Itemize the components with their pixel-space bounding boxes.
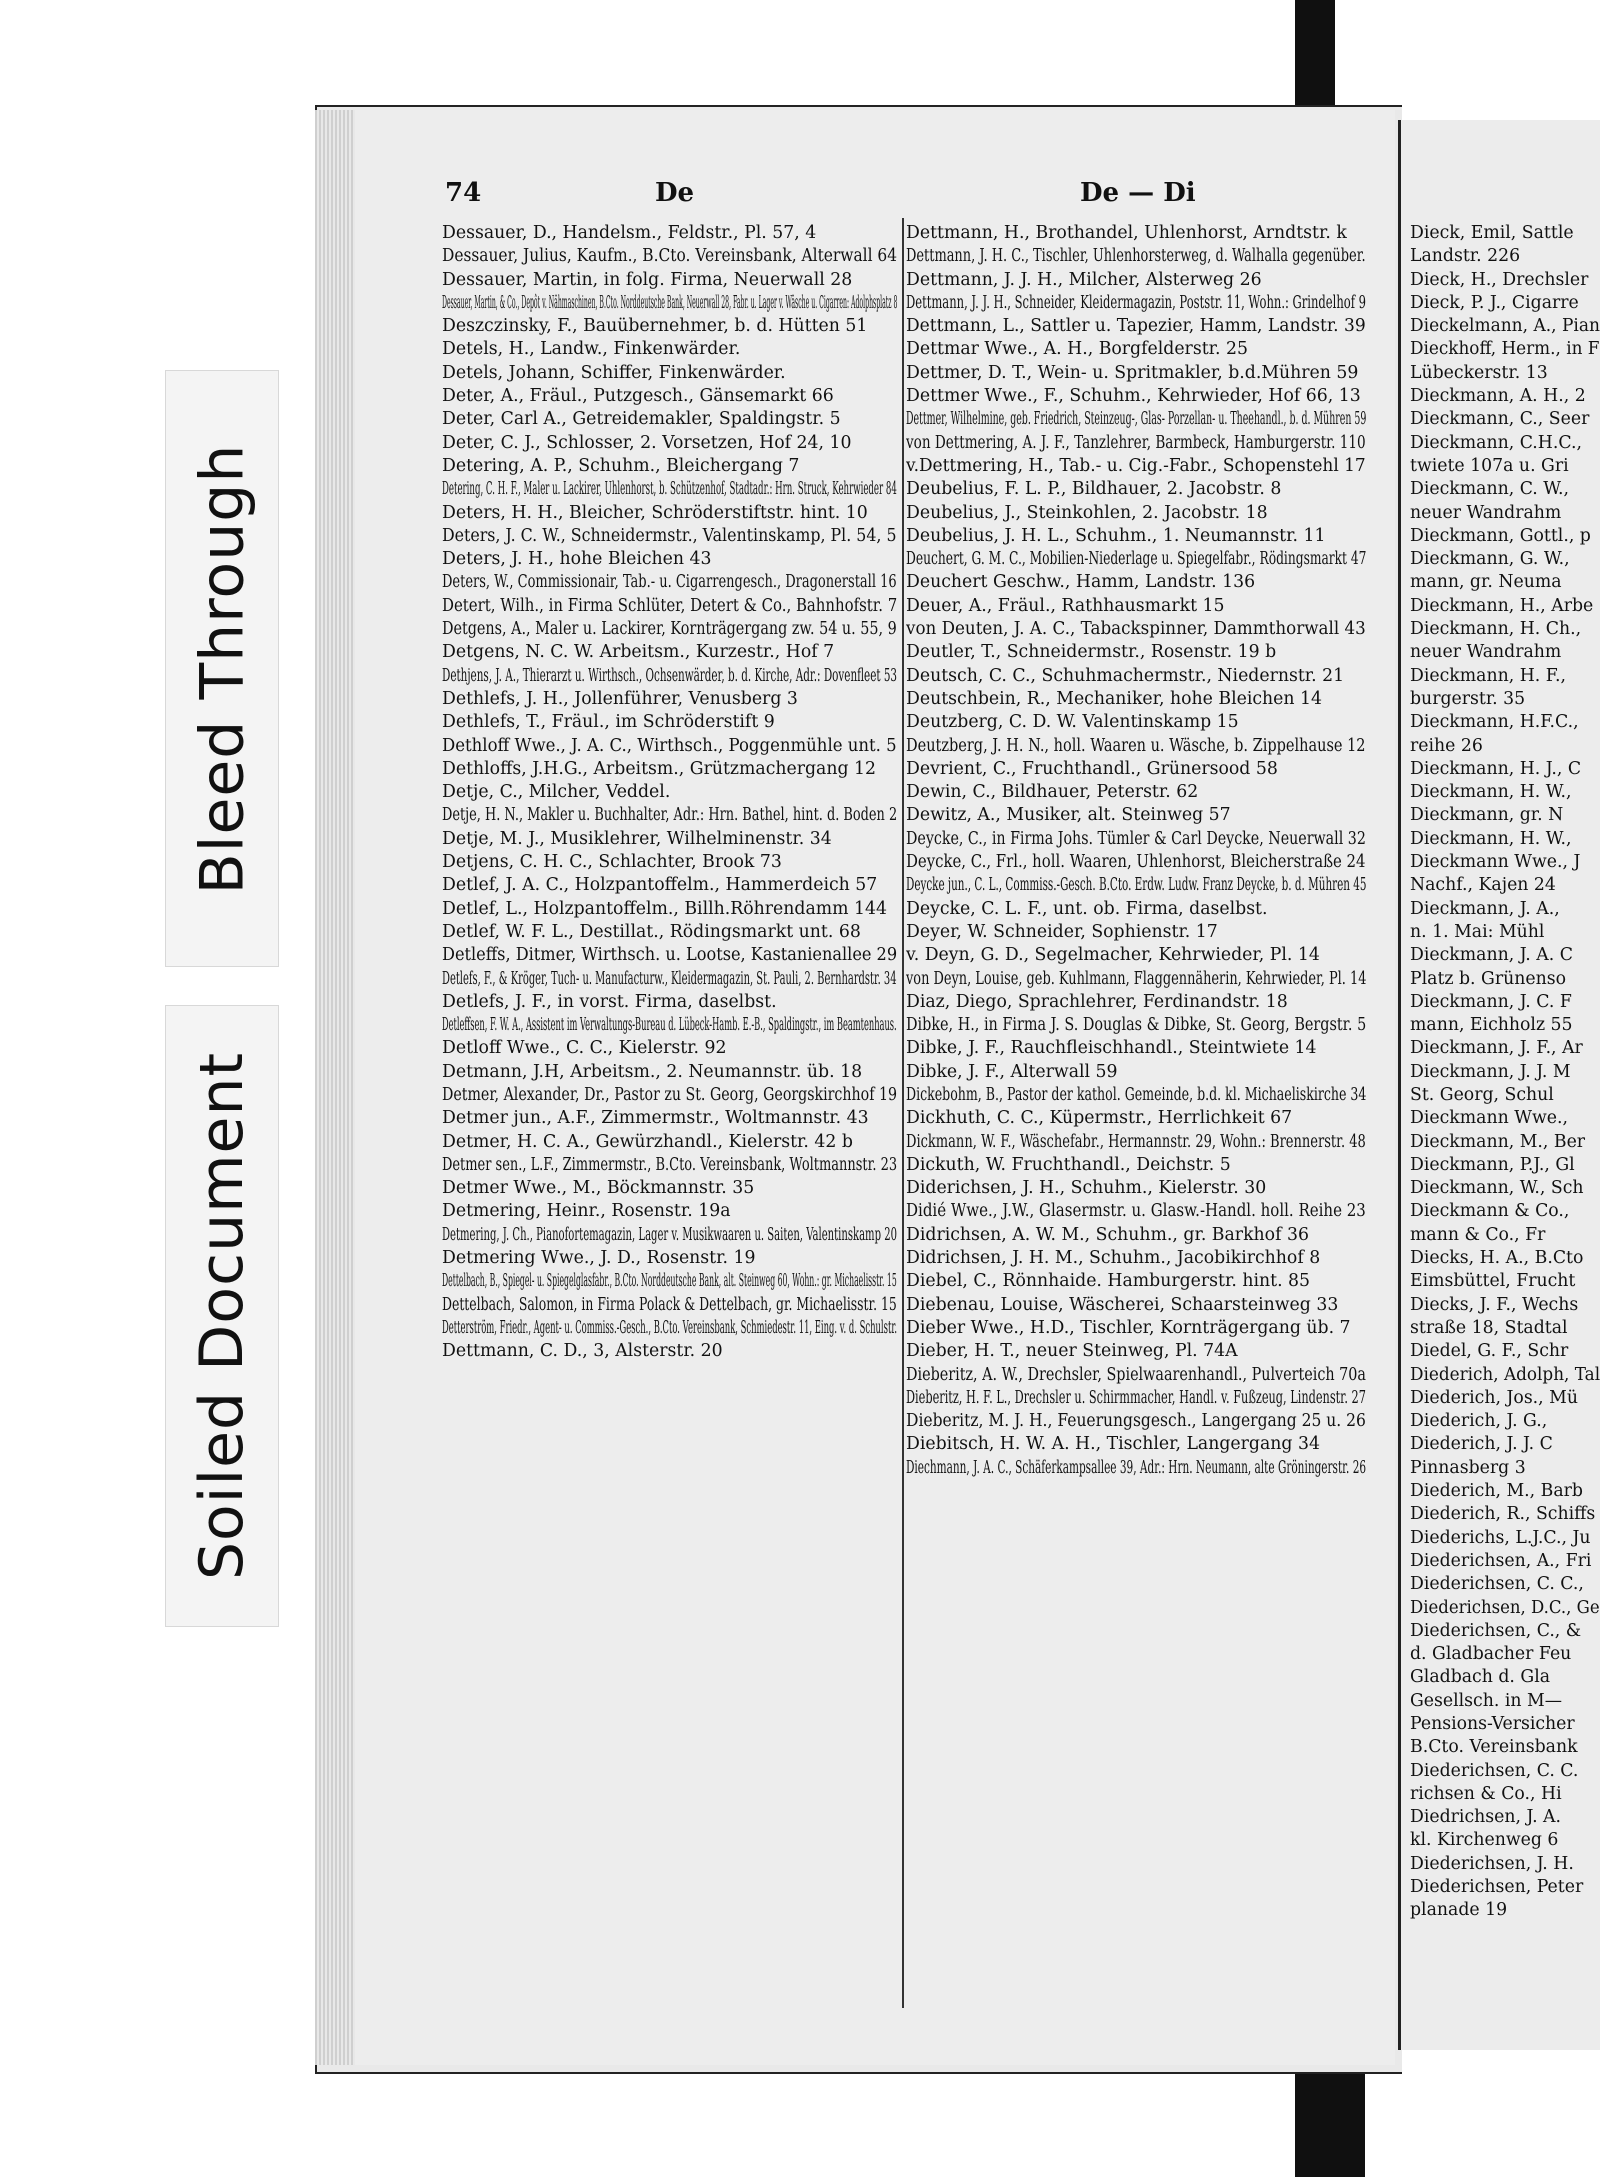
- directory-entry: Dettmer, D. T., Wein- u. Spritmakler, b.d.Mühren 59: [906, 362, 1359, 383]
- directory-entry: mann, gr. Neuma: [1410, 572, 1562, 593]
- directory-entry: Dibke, J. F., Rauchfleischhandl., Steintwiete 14: [906, 1038, 1317, 1059]
- directory-entry: Diechmann, J. A. C., Schäferkampsallee 39, Adr.: Hrn. Neumann, alte Gröningerstr. 26: [906, 1457, 1367, 1478]
- directory-entry: Pensions-Versicher: [1410, 1714, 1575, 1734]
- directory-entry: Detmering Wwe., J. D., Rosenstr. 19: [442, 1248, 756, 1269]
- directory-entry: Deutschbein, R., Mechaniker, hohe Bleichen 14: [906, 688, 1323, 709]
- directory-entry: von Deuten, J. A. C., Tabackspinner, Dammthorwall 43: [906, 619, 1366, 640]
- directory-entry: Dieckmann, gr. N: [1410, 805, 1564, 826]
- directory-entry: Dettmann, H., Brothandel, Uhlenhorst, Arndtstr. k: [906, 223, 1347, 243]
- directory-entry: Dettmann, J. J. H., Schneider, Kleidermagazin, Poststr. 11, Wohn.: Grindelhof 9: [906, 292, 1367, 313]
- directory-entry: Deters, J. C. W., Schneidermstr., Valentinskamp, Pl. 54, 5: [442, 525, 897, 546]
- directory-entry: Detels, Johann, Schiffer, Finkenwärder.: [442, 362, 786, 383]
- directory-entry: Detmering, Heinr., Rosenstr. 19a: [442, 1201, 731, 1222]
- directory-entry: Dettelbach, B., Spiegel- u. Spiegelglasfabr., B.Cto. Norddeutsche Bank, alt. Steinweg 60, Wohn.: gr. Michaelisstr. 15: [442, 1271, 897, 1292]
- directory-entry: Deutzberg, C. D. W. Valentinskamp 15: [906, 712, 1239, 733]
- directory-entry: Dieckmann, H. J., C: [1410, 758, 1582, 779]
- directory-entry: Dieckmann, M., Ber: [1410, 1131, 1586, 1152]
- directory-entry: Deter, Carl A., Getreidemakler, Spaldingstr. 5: [442, 409, 841, 430]
- directory-entry: Dieck, P. J., Cigarre: [1410, 292, 1579, 313]
- directory-entry: Diederich, Adolph, Tal: [1410, 1364, 1600, 1385]
- soiled-document-label: Soiled Document: [165, 1005, 279, 1627]
- directory-entry: Diederichsen, Peter: [1410, 1877, 1584, 1898]
- directory-entry: Deycke, C., Frl., holl. Waaren, Uhlenhorst, Bleicherstraße 24: [906, 852, 1366, 873]
- directory-entry: Dieckmann, Gottl., p: [1410, 525, 1591, 546]
- directory-entry: Diederich, M., Barb: [1410, 1481, 1583, 1502]
- directory-entry: Dieber Wwe., H.D., Tischler, Kornträgergang üb. 7: [906, 1317, 1351, 1338]
- directory-entry: v.Dettmering, H., Tab.- u. Cig.-Fabr., Schopenstehl 17: [906, 455, 1366, 476]
- directory-entry: Dieckhoff, Herm., in F: [1410, 339, 1600, 360]
- directory-entry: Dethlefs, T., Fräul., im Schröderstift 9: [442, 712, 775, 733]
- directory-entry: Detmer Wwe., M., Böckmannstr. 35: [442, 1178, 755, 1199]
- directory-entry: Dieck, Emil, Sattle: [1410, 223, 1574, 243]
- directory-entry: Deubelius, J. H. L., Schuhm., 1. Neumannstr. 11: [906, 525, 1326, 546]
- directory-entry: Detmer jun., A.F., Zimmermstr., Woltmannstr. 43: [442, 1108, 869, 1129]
- directory-entry: Pinnasberg 3: [1410, 1457, 1526, 1478]
- directory-entry: Diebel, C., Rönnhaide. Hamburgerstr. hint. 85: [906, 1271, 1311, 1292]
- directory-entry: kl. Kirchenweg 6: [1410, 1830, 1559, 1851]
- directory-entry: Detterström, Friedr., Agent- u. Commiss.-Gesch., B.Cto. Vereinsbank, Schmiedestr. 11, Eing. v. d. Schulstr.: [442, 1317, 898, 1338]
- directory-entry: Detels, H., Landw., Finkenwärder.: [442, 339, 741, 360]
- directory-entry: d. Gladbacher Feu: [1410, 1644, 1572, 1665]
- directory-entry: Detlef, L., Holzpantoffelm., Billh.Röhrendamm 144: [442, 898, 888, 919]
- directory-entry: Dettelbach, Salomon, in Firma Polack & Dettelbach, gr. Michaelisstr. 15: [442, 1294, 897, 1315]
- directory-entry: Deycke, C. L. F., unt. ob. Firma, daselbst.: [906, 898, 1268, 919]
- directory-entry: Dettmann, J. J. H., Milcher, Alsterweg 26: [906, 269, 1262, 290]
- directory-entry: Dieckmann, H.F.C.,: [1410, 712, 1579, 733]
- directory-entry: planade 19: [1410, 1900, 1508, 1921]
- directory-entry: Dickebohm, B., Pastor der kathol. Gemeinde, b.d. kl. Michaeliskirche 34: [906, 1084, 1367, 1105]
- directory-entry: Dickuth, W. Fruchthandl., Deichstr. 5: [906, 1154, 1231, 1175]
- directory-entry: Dieberitz, M. J. H., Feuerungsgesch., Langergang 25 u. 26: [906, 1411, 1366, 1432]
- directory-entry: Deszczinsky, F., Bauübernehmer, b. d. Hütten 51: [442, 316, 868, 337]
- directory-entry: Detmann, J.H, Arbeitsm., 2. Neumannstr. üb. 18: [442, 1061, 863, 1082]
- facing-page-column: [1410, 222, 1600, 1923]
- directory-entry: Dieckmann, G. W.,: [1410, 549, 1570, 570]
- directory-entry: Detgens, A., Maler u. Lackirer, Kornträgergang zw. 54 u. 55, 9: [442, 619, 897, 640]
- directory-entry: Dessauer, D., Handelsm., Feldstr., Pl. 57, 4: [442, 223, 817, 243]
- directory-entry: v. Deyn, G. D., Segelmacher, Kehrwieder, Pl. 14: [906, 945, 1320, 966]
- directory-entry: Diederich, J. G.,: [1410, 1411, 1548, 1432]
- directory-entry: Landstr. 226: [1410, 246, 1521, 267]
- directory-entry: Platz b. Grünenso: [1410, 968, 1567, 989]
- directory-entry: Dieckmann, J. F., Ar: [1410, 1038, 1583, 1059]
- directory-entry: Diecks, J. F., Wechs: [1410, 1294, 1579, 1315]
- directory-entry: Detleffs, Ditmer, Wirthsch. u. Lootse, Kastanienallee 29: [442, 945, 898, 966]
- directory-entry: Dethlefs, J. H., Jollenführer, Venusberg 3: [442, 688, 798, 709]
- directory-entry: Deycke jun., C. L., Commiss.-Gesch. B.Cto. Erdw. Ludw. Franz Deycke, b. d. Mühren 45: [906, 875, 1367, 896]
- directory-entry: Dieckmann, H. Ch.,: [1410, 619, 1582, 640]
- directory-entry: twiete 107a u. Gri: [1410, 455, 1569, 476]
- directory-entry: Deuchert, G. M. C., Mobilien-Niederlage u. Spiegelfabr., Rödingsmarkt 47: [906, 549, 1367, 570]
- directory-entry: Diederichsen, C., &: [1410, 1620, 1582, 1641]
- directory-entry: Dethjens, J. A., Thierarzt u. Wirthsch., Ochsenwärder, b. d. Kirche, Adr.: Dovenfleet 53: [442, 665, 898, 686]
- directory-entry: Diderichsen, J. H., Schuhm., Kielerstr. 30: [906, 1178, 1267, 1199]
- page-number: 74: [445, 178, 482, 208]
- directory-entry: Diederichs, L.J.C., Ju: [1410, 1527, 1591, 1548]
- scanner-strip-bottom: [1295, 2060, 1365, 2177]
- directory-entry: Dieckmann, J. A. C: [1410, 945, 1573, 966]
- directory-entry: Dieckmann, H. F.,: [1410, 665, 1567, 686]
- directory-entry: Dethloff Wwe., J. A. C., Wirthsch., Poggenmühle unt. 5: [442, 735, 897, 756]
- directory-entry: mann, Eichholz 55: [1410, 1015, 1573, 1036]
- directory-entry: n. 1. Mai: Mühl: [1410, 921, 1545, 942]
- directory-entry: Dieckmann, W., Sch: [1410, 1178, 1584, 1199]
- directory-entry: Detje, H. N., Makler u. Buchhalter, Adr.: Hrn. Bathel, hint. d. Boden 2: [442, 805, 898, 826]
- directory-entry: straße 18, Stadtal: [1410, 1317, 1568, 1338]
- directory-entry: Detmer, Alexander, Dr., Pastor zu St. Georg, Georgskirchhof 19: [442, 1084, 898, 1105]
- directory-entry: Dewitz, A., Musiker, alt. Steinweg 57: [906, 805, 1231, 826]
- directory-entry: Dettmar Wwe., A. H., Borgfelderstr. 25: [906, 339, 1248, 360]
- directory-entry: Lübeckerstr. 13: [1410, 362, 1548, 383]
- directory-entry: Deuer, A., Fräul., Rathhausmarkt 15: [906, 595, 1225, 616]
- directory-entry: reihe 26: [1410, 735, 1483, 756]
- directory-entry: Dieckmann, H., Arbe: [1410, 595, 1594, 616]
- directory-entry: Gladbach d. Gla: [1410, 1667, 1551, 1688]
- directory-entry: Detmer sen., L.F., Zimmermstr., B.Cto. Vereinsbank, Woltmannstr. 23: [442, 1154, 898, 1175]
- directory-entry: Dieckmann Wwe.,: [1410, 1108, 1568, 1129]
- directory-entry: Detloff Wwe., C. C., Kielerstr. 92: [442, 1038, 727, 1059]
- directory-entry: burgerstr. 35: [1410, 688, 1526, 709]
- directory-entry: Deycke, C., in Firma Johs. Tümler & Carl Deycke, Neuerwall 32: [906, 828, 1366, 849]
- directory-entry: Dieck, H., Drechsler: [1410, 269, 1589, 290]
- directory-entry: Detje, C., Milcher, Veddel.: [442, 782, 671, 803]
- directory-entry: neuer Wandrahm: [1410, 502, 1562, 523]
- directory-entry: Detlef, W. F. L., Destillat., Rödingsmarkt unt. 68: [442, 921, 861, 942]
- page-edges: [315, 110, 360, 2065]
- directory-column-left: [442, 222, 897, 1364]
- directory-entry: Detleffsen, F. W. A., Assistent im Verwaltungs-Bureau d. Lübeck-Hamb. E.-B., Spaldingstr., im Beamtenhaus.: [442, 1015, 897, 1036]
- directory-entry: Deters, W., Commissionair, Tab.- u. Cigarrengesch., Dragonerstall 16: [442, 572, 897, 593]
- directory-entry: Deubelius, F. L. P., Bildhauer, 2. Jacobstr. 8: [906, 479, 1282, 500]
- directory-entry: richsen & Co., Hi: [1410, 1783, 1562, 1804]
- directory-entry: Detgens, N. C. W. Arbeitsm., Kurzestr., Hof 7: [442, 642, 835, 663]
- running-head-left: De: [655, 178, 695, 208]
- directory-entry: Diederichsen, A., Fri: [1410, 1550, 1592, 1571]
- directory-entry: Eimsbüttel, Frucht: [1410, 1271, 1576, 1292]
- directory-entry: B.Cto. Vereinsbank: [1410, 1737, 1578, 1758]
- directory-entry: Detje, M. J., Musiklehrer, Wilhelminenstr. 34: [442, 828, 832, 849]
- directory-entry: Dickmann, W. F., Wäschefabr., Hermannstr. 29, Wohn.: Brennerstr. 48: [906, 1131, 1366, 1152]
- directory-entry: Deters, H. H., Bleicher, Schröderstiftstr. hint. 10: [442, 502, 868, 523]
- directory-entry: von Deyn, Louise, geb. Kuhlmann, Flaggennäherin, Kehrwieder, Pl. 14: [906, 968, 1367, 989]
- directory-entry: Dieckmann, J. C. F: [1410, 991, 1572, 1012]
- directory-entry: Dieckmann Wwe., J: [1410, 852, 1581, 873]
- directory-entry: neuer Wandrahm: [1410, 642, 1562, 663]
- directory-entry: Diederich, Jos., Mü: [1410, 1387, 1578, 1408]
- directory-entry: Diedel, G. F., Schr: [1410, 1341, 1569, 1362]
- directory-entry: Deyer, W. Schneider, Sophienstr. 17: [906, 921, 1218, 942]
- directory-entry: Dibke, H., in Firma J. S. Douglas & Dibke, St. Georg, Bergstr. 5: [906, 1015, 1367, 1036]
- directory-entry: Detering, A. P., Schuhm., Bleichergang 7: [442, 455, 800, 476]
- directory-entry: Deter, A., Fräul., Putzgesch., Gänsemarkt 66: [442, 386, 834, 407]
- directory-entry: Dieber, H. T., neuer Steinweg, Pl. 74A: [906, 1341, 1238, 1362]
- directory-entry: Diederichsen, D.C., Ge: [1410, 1597, 1600, 1618]
- directory-entry: Dettmer, Wilhelmine, geb. Friedrich, Steinzeug-, Glas- Porzellan- u. Theehandl., b. d. Mühren 59: [906, 409, 1367, 430]
- directory-entry: Dieckmann & Co.,: [1410, 1201, 1570, 1222]
- directory-entry: Detlef, J. A. C., Holzpantoffelm., Hammerdeich 57: [442, 875, 878, 896]
- directory-entry: Dessauer, Julius, Kaufm., B.Cto. Vereinsbank, Alterwall 64: [442, 246, 898, 267]
- directory-entry: Dethloffs, J.H.G., Arbeitsm., Grützmachergang 12: [442, 758, 877, 779]
- directory-entry: Diecks, H. A., B.Cto: [1410, 1248, 1584, 1269]
- directory-entry: Didié Wwe., J.W., Glasermstr. u. Glasw.-Handl. holl. Reihe 23: [906, 1201, 1366, 1222]
- directory-entry: Dieckmann, C., Seer: [1410, 409, 1590, 430]
- directory-entry: Detlefs, F., & Kröger, Tuch- u. Manufacturw., Kleidermagazin, St. Pauli, 2. Bernhardstr. 34: [442, 968, 897, 989]
- directory-entry: Dettmann, C. D., 3, Alsterstr. 20: [442, 1341, 723, 1362]
- directory-entry: Detert, Wilh., in Firma Schlüter, Detert & Co., Bahnhofstr. 7: [442, 595, 898, 616]
- directory-entry: Didrichsen, J. H. M., Schuhm., Jacobikirchhof 8: [906, 1248, 1321, 1269]
- directory-entry: Dessauer, Martin, in folg. Firma, Neuerwall 28: [442, 269, 853, 290]
- directory-entry: mann & Co., Fr: [1410, 1224, 1546, 1245]
- directory-entry: Dickhuth, C. C., Küpermstr., Herrlichkeit 67: [906, 1108, 1293, 1129]
- directory-entry: Dieckmann, J. J. M: [1410, 1061, 1571, 1082]
- directory-entry: Deters, J. H., hohe Bleichen 43: [442, 549, 712, 570]
- column-divider: [902, 218, 904, 2008]
- directory-entry: Detlefs, J. F., in vorst. Firma, daselbst.: [442, 991, 777, 1012]
- directory-entry: Didrichsen, A. W. M., Schuhm., gr. Barkhof 36: [906, 1224, 1309, 1245]
- directory-entry: Dieckmann, J. A.,: [1410, 898, 1560, 919]
- directory-entry: Dibke, J. F., Alterwall 59: [906, 1061, 1118, 1082]
- directory-entry: Deuchert Geschw., Hamm, Landstr. 136: [906, 572, 1256, 593]
- directory-entry: Diaz, Diego, Sprachlehrer, Ferdinandstr. 18: [906, 991, 1288, 1012]
- bleed-through-label: Bleed Through: [165, 370, 279, 967]
- directory-entry: Diebitsch, H. W. A. H., Tischler, Langergang 34: [906, 1434, 1320, 1455]
- directory-entry: Diederichsen, C. C.: [1410, 1760, 1579, 1781]
- scanner-strip-top: [1295, 0, 1335, 120]
- directory-entry: Devrient, C., Fruchthandl., Grünersood 58: [906, 758, 1278, 779]
- directory-entry: Gesellsch. in M—: [1410, 1690, 1562, 1711]
- directory-entry: Deutsch, C. C., Schuhmachermstr., Niedernstr. 21: [906, 665, 1345, 686]
- directory-entry: Deutler, T., Schneidermstr., Rosenstr. 19 b: [906, 642, 1277, 663]
- directory-entry: Detjens, C. H. C., Schlachter, Brook 73: [442, 852, 782, 873]
- directory-entry: Deutzberg, J. H. N., holl. Waaren u. Wäsche, b. Zippelhause 12: [906, 735, 1366, 756]
- directory-entry: Dessauer, Martin, & Co., Depôt v. Nähmaschinen, B.Cto. Norddeutsche Bank, Neuerwall 28, Fabr. u. Lager v. Wäsche u. Cigarren: Adolphsplatz 8: [442, 292, 898, 313]
- directory-entry: Deubelius, J., Steinkohlen, 2. Jacobstr. 18: [906, 502, 1268, 523]
- directory-entry: Dieckmann, C.H.C.,: [1410, 432, 1582, 453]
- running-head-right: De — Di: [1080, 178, 1196, 208]
- directory-entry: Dettmann, J. H. C., Tischler, Uhlenhorsterweg, d. Walhalla gegenüber.: [906, 246, 1366, 267]
- directory-entry: Dieckmann, A. H., 2: [1410, 386, 1586, 407]
- directory-entry: Detmer, H. C. A., Gewürzhandl., Kielerstr. 42 b: [442, 1131, 853, 1152]
- directory-entry: Diederichsen, C. C.,: [1410, 1574, 1584, 1595]
- directory-entry: Diederich, J. J. C: [1410, 1434, 1553, 1455]
- directory-entry: Dieckmann, H. W.,: [1410, 828, 1572, 849]
- directory-entry: Nachf., Kajen 24: [1410, 875, 1556, 896]
- directory-entry: Dieckmann, H. W.,: [1410, 782, 1572, 803]
- directory-entry: Diederichsen, J. H.: [1410, 1853, 1574, 1874]
- directory-entry: Detmering, J. Ch., Pianofortemagazin, Lager v. Musikwaaren u. Saiten, Valentinskamp 20: [442, 1224, 897, 1245]
- directory-entry: Dettmer Wwe., F., Schuhm., Kehrwieder, Hof 66, 13: [906, 386, 1361, 407]
- directory-entry: Diebenau, Louise, Wäscherei, Schaarsteinweg 33: [906, 1294, 1339, 1315]
- directory-entry: Dieckmann, P.J., Gl: [1410, 1154, 1575, 1175]
- directory-entry: Detering, C. H. F., Maler u. Lackirer, Uhlenhorst, b. Schützenhof, Stadtadr.: Hrn. Struck, Kehrwieder 84: [442, 479, 897, 500]
- directory-entry: Dewin, C., Bildhauer, Peterstr. 62: [906, 782, 1199, 803]
- directory-entry: Diedrichsen, J. A.: [1410, 1807, 1562, 1828]
- directory-entry: Diederich, R., Schiffs: [1410, 1504, 1596, 1525]
- directory-entry: Dieberitz, H. F. L., Drechsler u. Schirmmacher, Handl. v. Fußzeug, Lindenstr. 27: [906, 1387, 1366, 1408]
- directory-entry: Dettmann, L., Sattler u. Tapezier, Hamm, Landstr. 39: [906, 316, 1366, 337]
- directory-column-right: [906, 222, 1366, 1480]
- directory-entry: von Dettmering, A. J. F., Tanzlehrer, Barmbeck, Hamburgerstr. 110: [906, 432, 1366, 453]
- directory-entry: Dieckmann, C. W.,: [1410, 479, 1570, 500]
- directory-entry: St. Georg, Schul: [1410, 1084, 1554, 1105]
- directory-entry: Dieberitz, A. W., Drechsler, Spielwaarenhandl., Pulverteich 70a: [906, 1364, 1366, 1385]
- directory-entry: Dieckelmann, A., Pian: [1410, 316, 1600, 337]
- directory-entry: Deter, C. J., Schlosser, 2. Vorsetzen, Hof 24, 10: [442, 432, 852, 453]
